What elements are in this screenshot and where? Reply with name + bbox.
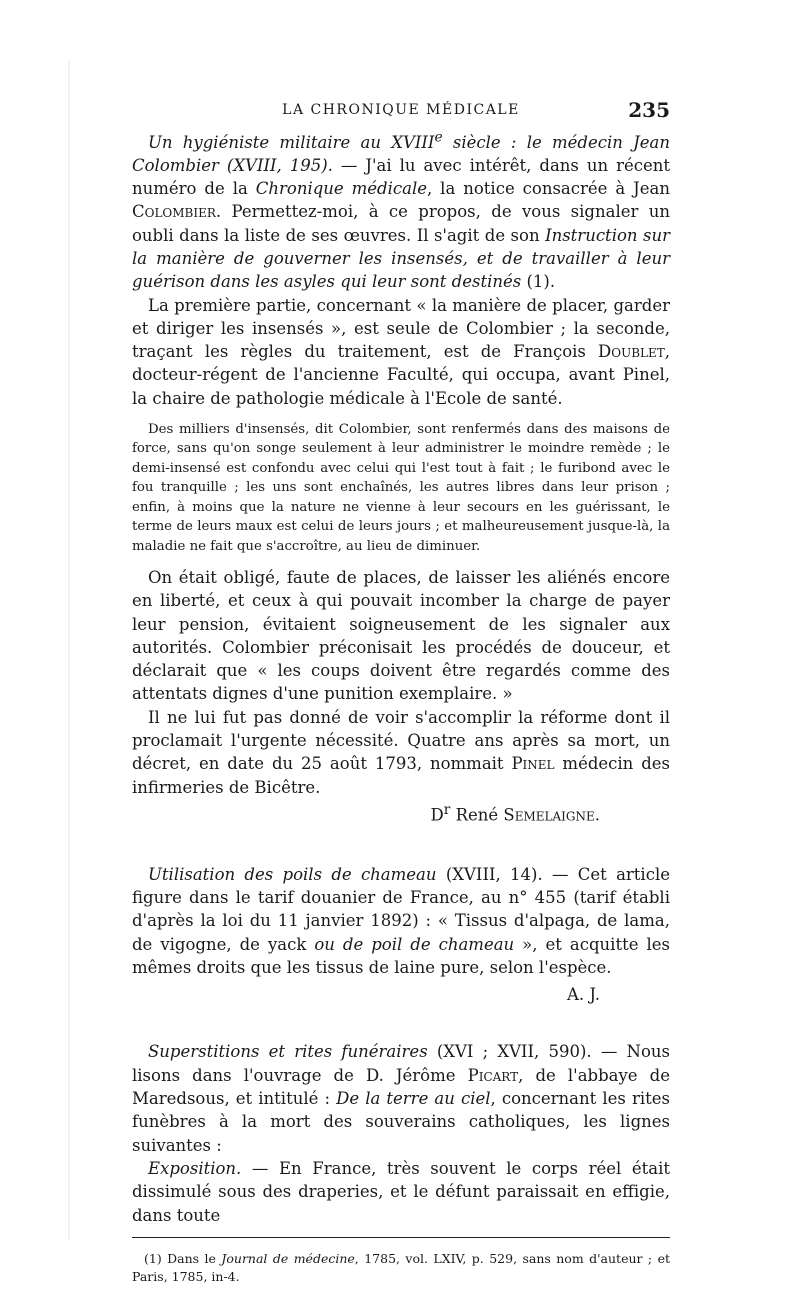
- journal-name: Chronique médicale: [255, 179, 427, 199]
- footnote: (1) Dans le Journal de médecine, 1785, vol. LXIV, p. 529, sans nom d'auteur ; et Paris, 1785, in-4.: [132, 1250, 671, 1284]
- article1-paragraph-1: Un hygiéniste militaire au XVIIIe siècle : le médecin Jean Colombier (XVIII, 195). — J'ai lu avec intérêt, dans un récent numéro de la Chronique médicale, la notice consacrée à Jean Colombier. Permettez-moi, à ce propos, de vous signaler un oubli dans la liste de ses œuvres. Il s'agit de son Instruction sur la manière de gouverner les insensés, et de travailler à leur guérison dans les asyles qui leur sont destinés (1).: [132, 129, 671, 292]
- page-number: 235: [628, 98, 670, 122]
- author-name-picart: Picart: [467, 1065, 519, 1085]
- document-page: [132, 98, 670, 1286]
- author-name-doublet: Doublet: [598, 342, 665, 362]
- author-name-pinel: Pinel: [511, 754, 555, 774]
- running-head: [132, 98, 670, 126]
- article1-quotation: Des milliers d'insensés, dit Colombier, sont renfermés dans des maisons de force, sans qu'on songe seulement à leur administrer le moindre remède ; le demi-insensé est confondu avec celui qui l'est tout à fait ; le furibond avec le fou tranquille ; les uns sont enchaînés, les autres libres dans leur prison ; enfin, à moins que la nature ne vienne à leur secours en les guérissant, le terme de leurs maux est celui de leurs jours ; et malheureusement jusque-là, la maladie ne fait que s'accroître, au lieu de diminuer.: [132, 422, 670, 554]
- article3-title: Superstitions et rites funéraires: [148, 1042, 428, 1062]
- footnote-divider: [132, 1237, 670, 1238]
- article1-signature: $D^r$ René Semelaigne.: [430, 801, 600, 825]
- article1-paragraph-2: La première partie, concernant « la manière de placer, garder et diriger les insensés », est seule de Colombier ; la seconde, traçant les règles du traitement, est de François Doublet, docteur-régent de l'ancienne Faculté, qui occupa, avant Pinel, la chaire de pathologie médicale à l'Ecole de santé.: [132, 295, 670, 408]
- author-name-colombier: Colombier: [132, 202, 216, 222]
- article1-title: Un hygiéniste militaire au XVIIIe siècle : le médecin Jean Colombier (XVIII, 195).: [132, 129, 671, 175]
- exposition-label: Exposition.: [148, 1158, 242, 1178]
- article3-paragraph-1: Superstitions et rites funéraires (XVI ; XVII, 590). — Nous lisons dans l'ouvrage de D. Jérôme Picart, de l'abbaye de Maredsous, et intitulé : De la terre au ciel, concernant les rites funèbres à la mort des souverains catholiques, les lignes suivantes :: [132, 1042, 670, 1155]
- article2-paragraph: Utilisation des poils de chameau (XVIII, 14). — Cet article figure dans le tarif douanier de France, au n° 455 (tarif établi d'après la loi du 11 janvier 1892) : « Tissus d'alpaga, de lama, de vigogne, de yack ou de poil de chameau », et acquitte les mêmes droits que les tissus de laine pure, selon l'espèce.: [132, 864, 670, 977]
- article1-paragraph-3: On était obligé, faute de places, de laisser les aliénés encore en liberté, et ceux à qui pouvait incomber la charge de payer leur pension, évitaient soigneusement de les signaler aux autorités. Colombier préconisait les procédés de douceur, et déclarait que « les coups doivent être regardés comme des attentats dignes d'une punition exemplaire. »: [132, 567, 670, 704]
- article3-paragraph-2: Exposition. — En France, très souvent le corps réel était dissimulé sous des draperies, et le défunt paraissait en effigie, dans toute: [132, 1158, 670, 1225]
- article1-paragraph-4: Il ne lui fut pas donné de voir s'accomplir la réforme dont il proclamait l'urgente nécessité. Quatre ans après sa mort, un décret, en date du 25 août 1793, nommait Pinel médecin des infirmeries de Bicêtre.: [132, 707, 670, 797]
- book-title: De la terre au ciel: [336, 1089, 491, 1109]
- article2-title: Utilisation des poils de chameau: [148, 864, 437, 884]
- article2-signature: A. J.: [567, 985, 600, 1005]
- page-edge-shadow: [68, 60, 70, 1240]
- running-title: LA CHRONIQUE MÉDICALE: [282, 102, 520, 118]
- work-title: Instruction sur la manière de gouverner les insensés, et de travailler à leur guérison dans les asyles qui leur sont destinés: [132, 225, 670, 292]
